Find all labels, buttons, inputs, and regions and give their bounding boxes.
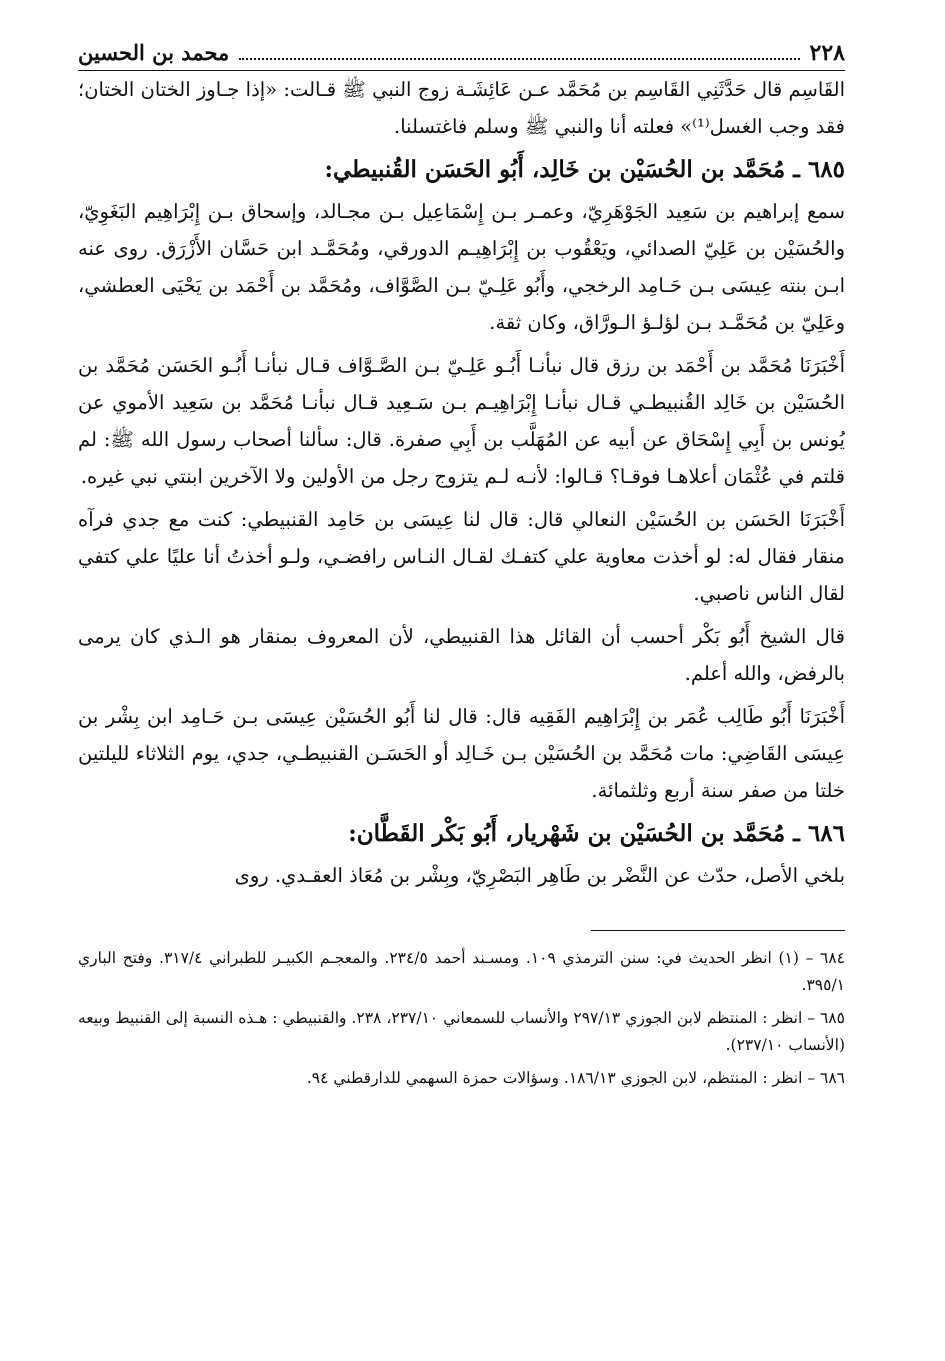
- footnote-685: ٦٨٥ – انظر : المنتظم لابن الجوزي ٢٩٧/١٣ والأنساب للسمعاني ٢٣٧/١٠، ٢٣٨. والقنبيطي : هـذه النسبة إلى القنبيط وبيعه (الأنساب ٢٣٧/١٠).: [78, 1009, 845, 1054]
- footnote-686: ٦٨٦ – انظر : المنتظم، لابن الجوزي ١٨٦/١٣. وسؤالات حمزة السهمي للدارقطني ٩٤.: [306, 1069, 845, 1087]
- footnotes: [78, 945, 845, 1092]
- paragraph-death-date: أَخْبَرَنَا أَبُو طَالِب عُمَر بن إِبْرَاهِيم الفَقِيه قال: قال لنا أَبُو الحُسَيْن عِيسَى بـن حَـامِد ابن بِشْر بن عِيسَى القَاضِي: مات مُحَمَّد بن الحُسَيْن بـن خَـالِد أو الحَسَـن القنبيطـي، جدي، يوم الثلاثاء لليلتين خلتا من صفر سنة أربع وثلثمائة.: [78, 705, 845, 802]
- paragraph-anecdote: أَخْبَرَنَا الحَسَن بن الحُسَيْن النعالي قال: قال لنا عِيسَى بن حَامِد القنبيطي: كنت مع جدي فرآه منقار فقال له: لو أخذت معاوية علي كتفـك لقـال النـاس رافضـي، ولـو أخذتُ أنا عليًا علي كتفي لقال الناس ناصبي.: [78, 508, 845, 605]
- paragraph-continuation: القَاسِم قال حَدَّثَنِي القَاسِم بن مُحَمَّد عـن عَائِشَـة زوج النبي ﷺ قـالت: «إذا جـاوز الختان الختان؛ فقد وجب الغسل⁽¹⁾» فعلته أنا والنبي ﷺ وسلم فاغتسلنا.: [78, 78, 845, 138]
- entry-heading-686: ٦٨٦ ـ مُحَمَّد بن الحُسَيْن بن شَهْريار، أَبُو بَكْر القَطَّان:: [348, 820, 845, 847]
- paragraph-sheikh-comment: قال الشيخ أَبُو بَكْر أحسب أن القائل هذا القنبيطي، لأن المعروف بمنقار هو الـذي كان يرمى بالرفض، والله أعلم.: [78, 625, 845, 685]
- running-title: محمد بن الحسين: [78, 40, 230, 65]
- header-dot-leader: [239, 58, 799, 60]
- footnote-separator: [591, 930, 845, 931]
- paragraph-biography-685: سمع إبراهيم بن سَعِيد الجَوْهَرِيّ، وعمـر بـن إِسْمَاعِيل بـن مجـالد، وإسحاق بـن إِبْرَاهِيم البَغَوِيّ، والحُسَيْن بن عَلِيّ الصدائي، ويَعْقُوب بن إِبْرَاهِيـم الدورقي، ومُحَمَّـد ابن حَسَّان الأَزْرَق. روى عنه ابـن بنته عِيسَى بـن حَـامِد الرخجي، وأَبُو عَلِـيّ بـن الصَّوَّاف، ومُحَمَّد بن أَحْمَد بن يَحْيَى العطشي، وعَلِيّ بن مُحَمَّـد بـن لؤلـؤ الـورَّاق، وكان ثقة.: [78, 200, 845, 334]
- main-text: [78, 71, 845, 894]
- footnote-684: ٦٨٤ – (١) انظر الحديث في: سنن الترمذي ١٠٩. ومسـند أحمد ٢٣٤/٥. والمعجـم الكبيـر للطبراني ٣١٧/٤. وفتح الباري ٣٩٥/١.: [78, 949, 845, 994]
- running-header: [78, 38, 845, 71]
- page-number: ٢٢٨: [809, 40, 845, 66]
- entry-heading-685: ٦٨٥ ـ مُحَمَّد بن الحُسَيْن بن خَالِد، أَبُو الحَسَن القُنبيطي:: [324, 156, 845, 183]
- paragraph-hadith-narration: أَخْبَرَنَا مُحَمَّد بن أَحْمَد بن رزق قال نبأنـا أَبُـو عَلِـيّ بـن الصَّـوَّاف قـال نبأنـا أَبُـو الحَسَن مُحَمَّد بن الحُسَيْن بن خَالِد القُنبيطـي قـال نبأنـا إِبْرَاهِيـم بـن سَـعِيد قـال نبأنـا مُحَمَّد بن سَعِيد الأموي عن يُونس بن أَبِي إِسْحَاق عن أبيه عن المُهَلَّب بن أَبِي صفرة. قال: سألنا أصحاب رسول الله ﷺ: لم قلتم في عُثْمَان أعلاهـا فوقـا؟ قـالوا: لأنـه لـم يتزوج رجل من الأولين ولا الآخرين ابنتي نبي غيره.: [78, 354, 845, 488]
- paragraph-biography-686: بلخي الأصل، حدّث عن النَّضْر بن طَاهِر البَصْرِيّ، وبِشْر بن مُعَاذ العقـدي. روى: [234, 864, 845, 887]
